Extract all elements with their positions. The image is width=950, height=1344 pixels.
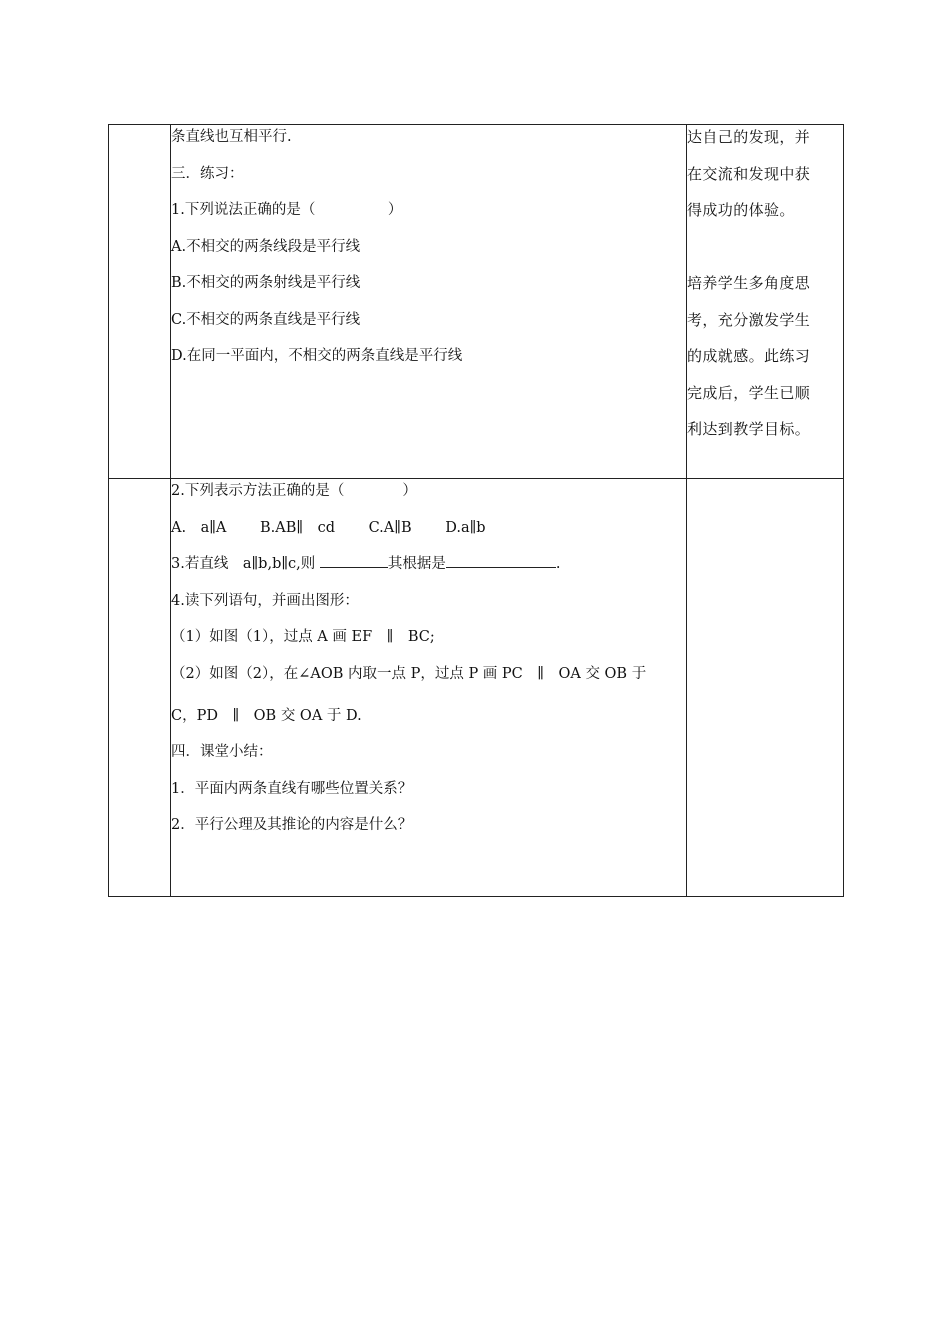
summary-item: 2．平行公理及其推论的内容是什么？ — [171, 817, 413, 833]
intent-line: 利达到教学目标。 — [687, 420, 811, 438]
answer-blank — [446, 553, 556, 568]
summary-title: 四．课堂小结： — [171, 744, 273, 760]
question-1: 1.下列说法正确的是（ ） — [171, 202, 403, 218]
question-4: 4.读下列语句，并画出图形： — [171, 592, 359, 609]
content-cell — [171, 479, 687, 897]
option-b: B.不相交的两条射线是平行线 — [171, 275, 361, 291]
intent-line: 得成功的体验。 — [687, 201, 795, 219]
content-line: 条直线也互相平行. — [171, 129, 292, 145]
question-3: 3.若直线 a∥b,b∥c,则 其根据是 . — [171, 552, 686, 589]
content-cell — [171, 125, 687, 479]
intent-line: 达自己的发现，并 — [687, 128, 811, 146]
question-4-part-2-cont: C，PD ∥ OB 交 OA 于 D. — [171, 707, 362, 724]
intent-line: 的成就感。此练习 — [687, 347, 811, 365]
stage-cell — [109, 479, 171, 897]
lesson-table — [108, 124, 844, 897]
option-d: D.在同一平面内，不相交的两条直线是平行线 — [171, 348, 463, 364]
question-2: 2.下列表示方法正确的是（ ） — [171, 483, 417, 499]
intent-line: 完成后，学生已顺 — [687, 383, 811, 402]
intent-line: 考，充分激发学生 — [687, 310, 811, 329]
intent-line: 在交流和发现中获 — [687, 164, 811, 183]
table-row — [109, 479, 844, 897]
question-4-part-2: （2）如图（2），在∠AOB 内取一点 P，过点 P 画 PC ∥ OA 交 OB 于 — [171, 665, 647, 682]
option-c: C.不相交的两条直线是平行线 — [171, 311, 361, 328]
intent-cell — [687, 479, 844, 897]
question-2-options: A. a∥A B.AB∥ cd C.A∥B D.a∥b — [171, 519, 486, 536]
summary-item: 1．平面内两条直线有哪些位置关系？ — [171, 780, 413, 797]
section-title: 三．练习： — [171, 165, 244, 182]
intent-line: 培养学生多角度思 — [687, 274, 811, 292]
option-a: A.不相交的两条线段是平行线 — [171, 238, 361, 255]
stage-cell — [109, 125, 171, 479]
table-row — [109, 125, 844, 479]
question-4-part-1: （1）如图（1），过点 A 画 EF ∥ BC; — [171, 629, 435, 645]
answer-blank — [320, 553, 388, 568]
intent-cell — [687, 125, 844, 479]
